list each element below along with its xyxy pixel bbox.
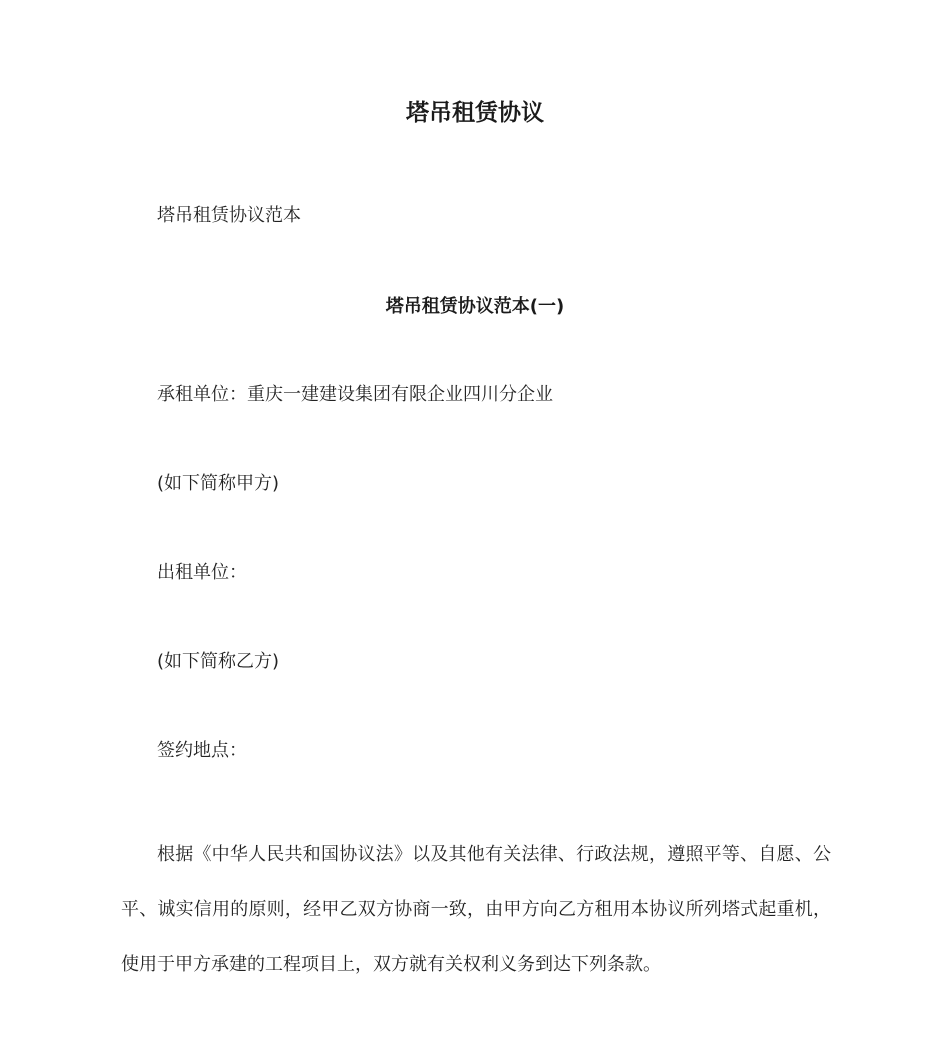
- lessor-line: 出租单位：: [157, 562, 247, 583]
- lessee-alias-line: (如下简称甲方): [157, 473, 280, 494]
- lessor-alias-line: (如下简称乙方): [157, 651, 280, 672]
- document-title: 塔吊租赁协议: [406, 100, 544, 126]
- lessee-line: 承租单位：重庆一建建设集团有限企业四川分企业: [157, 384, 553, 405]
- section-title: 塔吊租赁协议范本(一): [385, 296, 565, 317]
- sign-place-line: 签约地点：: [157, 740, 247, 761]
- body-paragraph: 根据《中华人民共和国协议法》以及其他有关法律、行政法规，遵照平等、自愿、公平、诚实信用的原则，经甲乙双方协商一致，由甲方向乙方租用本协议所列塔式起重机，使用于甲方承建的工程项目上，双方就有关权利义务到达下列条款。: [121, 844, 831, 975]
- intro-line: 塔吊租赁协议范本: [157, 205, 301, 226]
